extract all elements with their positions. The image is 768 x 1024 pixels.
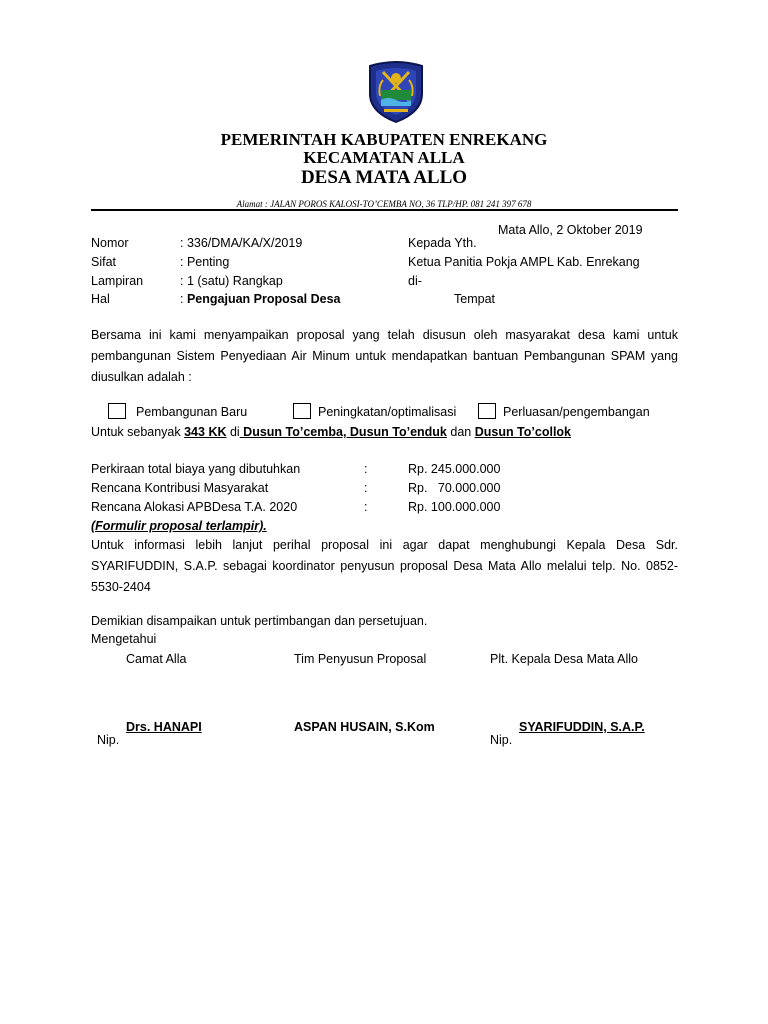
cost-value-total: Rp. 245.000.000 [408, 462, 501, 476]
field-hal-prefix: : [180, 292, 187, 306]
option-label-perluasan: Perluasan/pengembangan [503, 405, 650, 419]
header-address: Alamat : JALAN POROS KALOSI-TO’CEMBA NO, 36 TLP/HP. 081 241 397 678 [236, 199, 532, 209]
mengetahui-text: Mengetahui [91, 632, 157, 646]
cost-label-community: Rencana Kontribusi Masyarakat [91, 481, 269, 495]
nip-label-kades: Nip. [490, 733, 513, 747]
recipient-line-2: Ketua Panitia Pokja AMPL Kab. Enrekang [408, 255, 640, 269]
signature-title-camat: Camat Alla [126, 652, 187, 666]
signature-name-tim: ASPAN HUSAIN, S.Kom [294, 720, 435, 734]
checkbox-perluasan[interactable] [478, 403, 496, 419]
place-date: Mata Allo, 2 Oktober 2019 [498, 223, 643, 237]
target-dusun-1-2: Dusun To’cemba, Dusun To’enduk [239, 425, 447, 439]
cost-label-total: Perkiraan total biaya yang dibutuhkan [91, 462, 301, 476]
target-dan: dan [446, 425, 475, 439]
recipient-line-3: di- [408, 274, 422, 288]
attachment-note: (Formulir proposal terlampir). [91, 519, 267, 533]
intro-paragraph: Bersama ini kami menyampaikan proposal yang telah disusun oleh masyarakat desa kami untuk pembangunan Sistem Penyediaan Air Minum untuk mendapatkan bantuan Pembangunan SPAM yang diusulkan adalah : [91, 328, 678, 384]
recipient-line-4: Tempat [454, 292, 495, 306]
option-label-peningkatan: Peningkatan/optimalisasi [318, 405, 457, 419]
recipient-line-1: Kepada Yth. [408, 236, 477, 250]
nip-label-camat: Nip. [97, 733, 120, 747]
regency-crest-shield-icon [366, 60, 426, 124]
field-hal-subject: Pengajuan Proposal Desa [186, 292, 341, 306]
signature-title-tim: Tim Penyusun Proposal [294, 652, 427, 666]
signature-name-camat: Drs. HANAPI [126, 720, 202, 734]
field-label-lampiran: Lampiran [91, 274, 144, 288]
target-dusun-3: Dusun To’collok [474, 425, 571, 439]
header-district: KECAMATAN ALLA [303, 148, 465, 167]
cost-sep-total: : [364, 462, 368, 476]
target-prefix: Untuk sebanyak [91, 425, 185, 439]
field-label-hal: Hal [91, 292, 110, 306]
target-kk: 343 KK [184, 425, 227, 439]
cost-value-apbdesa: Rp. 100.000.000 [408, 500, 501, 514]
closing-text: Demikian disampaikan untuk pertimbangan dan persetujuan. [91, 614, 428, 628]
info-paragraph: Untuk informasi lebih lanjut perihal proposal ini agar dapat menghubungi Kepala Desa Sdr. SYARIFUDDIN, S.A.P. sebagai koordinator penyusun proposal Desa Mata Allo melalui telp. No. 0852-5530-2404 [91, 538, 678, 594]
field-value-hal [180, 292, 340, 307]
cost-label-apbdesa: Rencana Alokasi APBDesa T.A. 2020 [91, 500, 298, 514]
field-label-sifat: Sifat [91, 255, 117, 269]
checkbox-peningkatan[interactable] [293, 403, 311, 419]
option-label-pembangunan-baru: Pembangunan Baru [136, 405, 248, 419]
signature-title-kades: Plt. Kepala Desa Mata Allo [490, 652, 638, 666]
header-government: PEMERINTAH KABUPATEN ENREKANG [220, 130, 548, 149]
field-value-sifat: : Penting [180, 255, 230, 269]
cost-sep-apbdesa: : [364, 500, 368, 514]
target-line [91, 425, 571, 440]
field-value-nomor: : 336/DMA/KA/X/2019 [180, 236, 303, 250]
target-di: di [226, 425, 240, 439]
cost-sep-community: : [364, 481, 368, 495]
checkbox-pembangunan-baru[interactable] [108, 403, 126, 419]
cost-value-community: Rp. 70.000.000 [408, 481, 501, 495]
field-value-lampiran: : 1 (satu) Rangkap [180, 274, 283, 288]
header-divider [91, 209, 678, 211]
signature-name-kades: SYARIFUDDIN, S.A.P. [519, 720, 645, 734]
field-label-nomor: Nomor [91, 236, 129, 250]
header-village: DESA MATA ALLO [300, 167, 468, 188]
